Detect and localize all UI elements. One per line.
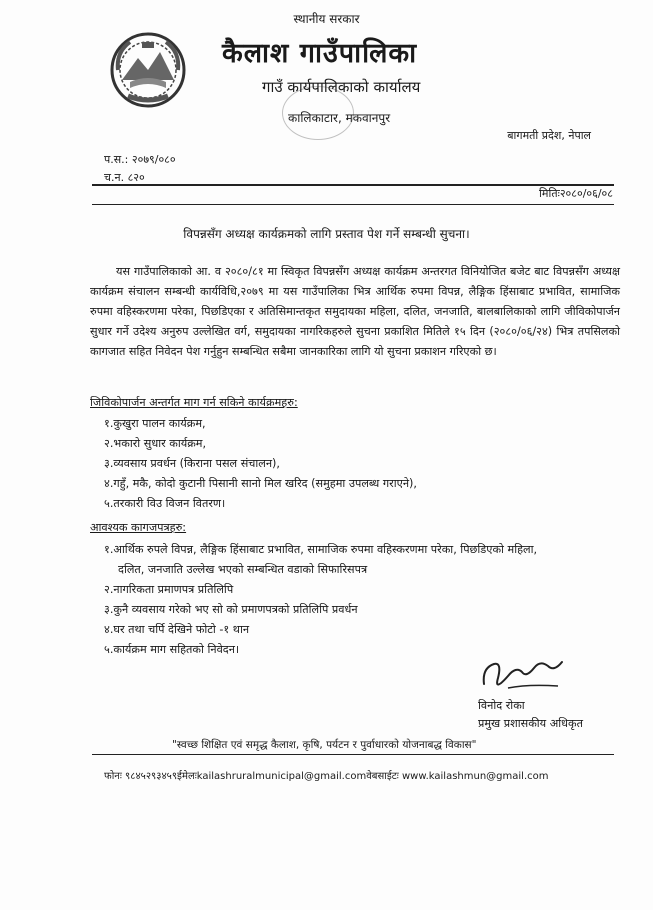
office-name: गाउँ कार्यपालिकाको कार्यालय bbox=[262, 78, 421, 96]
list-item: २.भकारो सुधार कार्यक्रम, bbox=[104, 437, 207, 450]
signature-mark bbox=[478, 648, 568, 694]
list-item: ४.घर तथा चर्पि देखिने फोटो -१ थान bbox=[104, 623, 250, 636]
signer-title: प्रमुख प्रशासकीय अधिकृत bbox=[478, 717, 584, 730]
contact-line: फोनः ९८४५२९३४५९ईमेलःkailashruralmunicipal@gmail.comवेबसाईटः www.kailashmun@gmail.com bbox=[104, 771, 549, 782]
header-divider bbox=[92, 184, 614, 186]
list-item: ५.कार्यक्रम माग सहितको निवेदन। bbox=[104, 643, 240, 656]
list-item: १.कुखुरा पालन कार्यक्रम, bbox=[104, 417, 206, 430]
letter-date: मितिः२०८०/०६/०८ bbox=[539, 187, 613, 200]
nepal-emblem-icon bbox=[108, 30, 188, 110]
signer-name: विनोद रोका bbox=[478, 699, 525, 712]
notice-body: यस गाउँपालिकाको आ. व २०८०/८१ मा स्विकृत विपन्नसँग अध्यक्ष कार्यक्रम अन्तरगत विनियोजित बजेट बाट विपन्नसँग अध्यक्ष कार्यक्रम संचालन सम्बन्धी कार्यविधि,२०७९ मा यस गाउँपालिका भित्र आर्थिक रुपमा विपन्न, लैङ्गिक हिंसाबाट प्रभावित, सामाजिक रुपमा वहिस्करणमा परेका, पिछडिएका र अतिसिमान्तकृत समुदायका महिला, दलित, जनजाति, बालबालिकाको लागि जीविकोपार्जन सुधार गर्ने उदेश्य अनुरुप उल्लेखित वर्ग, समुदायका नागरिकहरुले सुचना प्रकाशित मितिले १५ दिन (२०८०/०६/२४) भित्र तपसिलको कागजात सहित निवेदन पेश गर्नुहुन सम्बन्धित सबैमा जानकारिका लागि यो सुचना प्रकाशन गरिएको छ। bbox=[90, 265, 620, 358]
province-label: बागमती प्रदेश, नेपाल bbox=[507, 129, 591, 142]
reference-number: प.स.: २०७९/०८० bbox=[104, 153, 176, 166]
footer-slogan: "स्वच्छ शिक्षित एवं समृद्ध कैलाश, कृषि, पर्यटन र पुर्वाधारको योजनाबद्ध विकास" bbox=[172, 739, 477, 751]
list-item: दलित, जनजाति उल्लेख भएको सम्बन्धित वडाको सिफारिसपत्र bbox=[118, 563, 368, 576]
notice-subject: विपन्नसँग अध्यक्ष कार्यक्रमको लागि प्रस्ताव पेश गर्ने सम्बन्धी सुचना। bbox=[183, 227, 470, 241]
municipality-title: कैलाश गाउँपालिका bbox=[222, 38, 418, 69]
documents-heading: आवश्यक कागजपत्रहरु: bbox=[90, 521, 187, 534]
office-location: कालिकाटार, मकवानपुर bbox=[288, 111, 391, 125]
date-divider bbox=[92, 204, 614, 205]
list-item: ५.तरकारी विउ विजन वितरण। bbox=[104, 497, 226, 510]
dispatch-number: च.न. ८२० bbox=[104, 171, 145, 184]
list-item: १.आर्थिक रुपले विपन्न, लैङ्गिक हिंसाबाट प्रभावित, सामाजिक रुपमा वहिस्करणमा परेका, पिछडिएको महिला, bbox=[104, 543, 538, 556]
programs-list bbox=[104, 414, 417, 514]
footer-divider bbox=[92, 754, 614, 755]
list-item: ३.व्यवसाय प्रवर्धन (किराना पसल संचालन), bbox=[104, 457, 280, 470]
documents-list bbox=[104, 540, 537, 660]
list-item: ४.गहुँ, मकै, कोदो कुटानी पिसानी सानो मिल खरिद (समुहमा उपलब्ध गराएने), bbox=[104, 477, 417, 490]
government-label: स्थानीय सरकार bbox=[293, 12, 360, 26]
list-item: ३.कुनै व्यवसाय गरेको भए सो को प्रमाणपत्रको प्रतिलिपि प्रवर्धन bbox=[104, 603, 358, 616]
programs-heading: जिविकोपार्जन अन्तर्गत माग गर्न सकिने कार्यक्रमहरु: bbox=[90, 396, 298, 409]
list-item: २.नागरिकता प्रमाणपत्र प्रतिलिपि bbox=[104, 583, 234, 596]
